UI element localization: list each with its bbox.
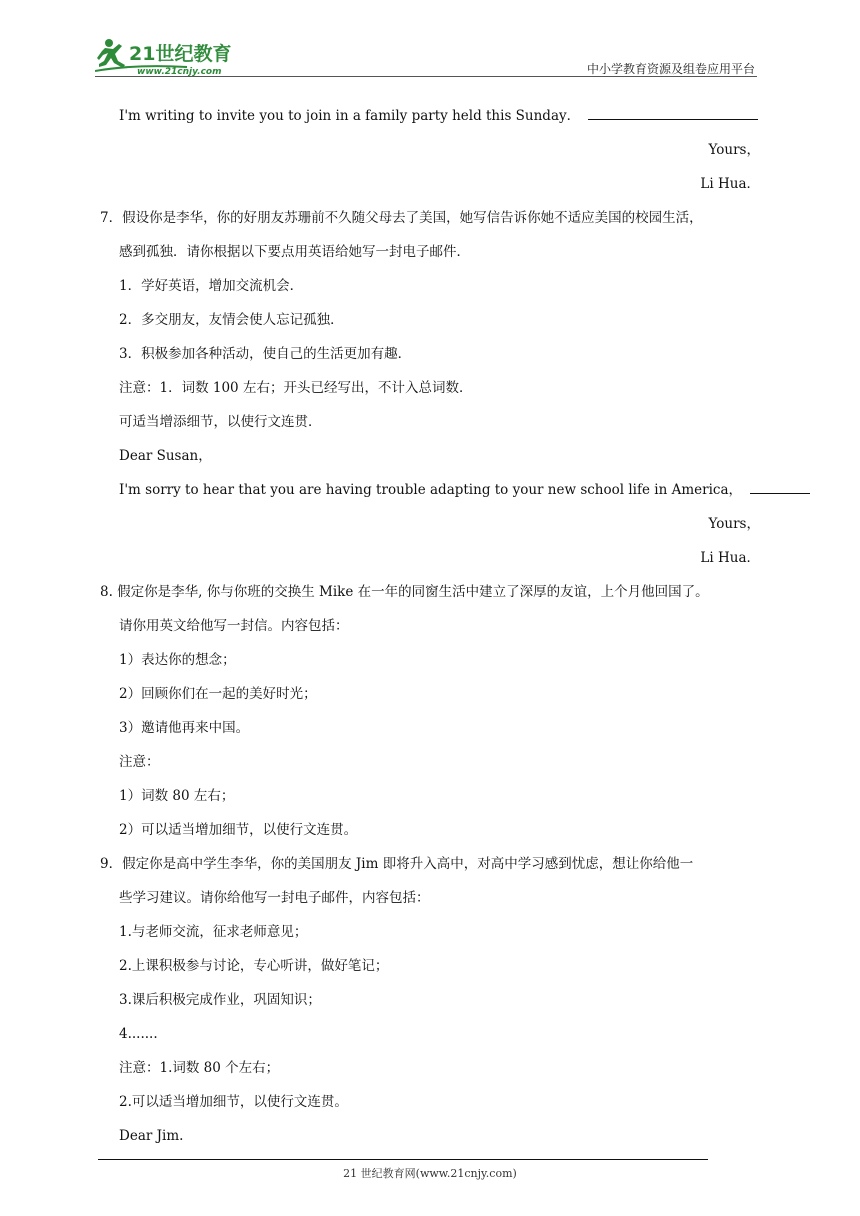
line-text: 2）回顾你们在一起的美好时光； bbox=[119, 686, 317, 702]
line-text: 可适当增添细节，以使行文连贯． bbox=[119, 414, 322, 430]
line-text: Dear Susan， bbox=[119, 448, 212, 464]
text-line bbox=[100, 1085, 762, 1119]
text-line bbox=[100, 779, 762, 813]
text-line bbox=[100, 507, 762, 541]
line-text: 请你用英文给他写一封信。内容包括： bbox=[119, 618, 349, 634]
text-line bbox=[100, 167, 762, 201]
text-line bbox=[100, 745, 762, 779]
line-text: 3.课后积极完成作业，巩固知识； bbox=[119, 992, 321, 1008]
line-text: 7．假设你是李华，你的好朋友苏珊前不久随父母去了美国，她写信告诉你她不适应美国的校园生活， bbox=[100, 210, 703, 226]
line-text: 注意： bbox=[119, 754, 160, 770]
text-line bbox=[100, 473, 762, 507]
logo-url: www.21cnjy.com bbox=[137, 67, 222, 76]
text-line bbox=[100, 201, 762, 235]
line-text: Dear Jim. bbox=[119, 1128, 184, 1144]
text-line bbox=[100, 269, 762, 303]
text-line bbox=[100, 711, 762, 745]
page-header bbox=[95, 30, 757, 78]
line-text: 1.与老师交流，征求老师意见； bbox=[119, 924, 308, 940]
text-line bbox=[100, 303, 762, 337]
line-text: Li Hua． bbox=[700, 550, 760, 566]
document-body bbox=[100, 99, 762, 1153]
text-line bbox=[100, 235, 762, 269]
text-line bbox=[100, 915, 762, 949]
line-text: 2）可以适当增加细节，以使行文连贯。 bbox=[119, 822, 358, 838]
text-line bbox=[100, 99, 762, 133]
platform-title: 中小学教育资源及组卷应用平台 bbox=[586, 62, 755, 76]
line-text: Yours， bbox=[708, 142, 760, 158]
line-text: 4....... bbox=[119, 1026, 158, 1042]
text-line bbox=[100, 337, 762, 371]
text-line bbox=[100, 439, 762, 473]
line-text: 1）词数 80 左右； bbox=[119, 788, 235, 804]
line-text: 注意：1.词数 80 个左右； bbox=[119, 1060, 280, 1076]
footer-divider bbox=[98, 1159, 708, 1160]
text-line bbox=[100, 949, 762, 983]
text-line bbox=[100, 677, 762, 711]
answer-blank[interactable] bbox=[750, 479, 810, 494]
line-text: 1）表达你的想念； bbox=[119, 652, 236, 668]
text-line bbox=[100, 1051, 762, 1085]
line-text: 1．学好英语，增加交流机会． bbox=[119, 278, 304, 294]
line-text: 2．多交朋友，友情会使人忘记孤独． bbox=[119, 312, 344, 328]
text-line bbox=[100, 881, 762, 915]
line-text: 8. 假定你是李华, 你与你班的交换生 Mike 在一年的同窗生活中建立了深厚的友谊，上个月他回国了。 bbox=[100, 584, 709, 600]
line-text: 3．积极参加各种活动，使自己的生活更加有趣． bbox=[119, 346, 412, 362]
text-line bbox=[100, 133, 762, 167]
logo-text: 21世纪教育 bbox=[129, 43, 232, 65]
runner-logo-icon bbox=[95, 34, 265, 76]
page-footer: 21 世纪教育网(www.21cnjy.com) bbox=[343, 1167, 517, 1180]
line-text: 些学习建议。请你给他写一封电子邮件，内容包括： bbox=[119, 890, 430, 906]
text-line bbox=[100, 1119, 762, 1153]
text-line bbox=[100, 813, 762, 847]
text-line bbox=[100, 541, 762, 575]
text-line bbox=[100, 983, 762, 1017]
line-text: 注意：1．词数 100 左右；开头已经写出，不计入总词数． bbox=[119, 380, 473, 396]
text-line bbox=[100, 405, 762, 439]
answer-blank[interactable] bbox=[588, 105, 758, 120]
text-line bbox=[100, 609, 762, 643]
text-line bbox=[100, 575, 762, 609]
line-text: Li Hua． bbox=[700, 176, 760, 192]
line-text: Yours， bbox=[708, 516, 760, 532]
text-line bbox=[100, 643, 762, 677]
line-text: 9．假定你是高中学生李华，你的美国朋友 Jim 即将升入高中，对高中学习感到忧虑，想让你给他一 bbox=[100, 856, 694, 872]
text-line bbox=[100, 1017, 762, 1051]
header-divider bbox=[95, 76, 757, 77]
line-text: I'm sorry to hear that you are having trouble adapting to your new school life in America， bbox=[119, 482, 743, 498]
text-line bbox=[100, 371, 762, 405]
site-logo[interactable] bbox=[95, 34, 265, 76]
line-text: 感到孤独．请你根据以下要点用英语给她写一封电子邮件． bbox=[119, 244, 470, 260]
line-text: I'm writing to invite you to join in a family party held this Sunday． bbox=[119, 108, 581, 124]
line-text: 2.可以适当增加细节，以使行文连贯。 bbox=[119, 1094, 348, 1110]
line-text: 3）邀请他再来中国。 bbox=[119, 720, 250, 736]
line-text: 2.上课积极参与讨论，专心听讲，做好笔记； bbox=[119, 958, 389, 974]
text-line bbox=[100, 847, 762, 881]
